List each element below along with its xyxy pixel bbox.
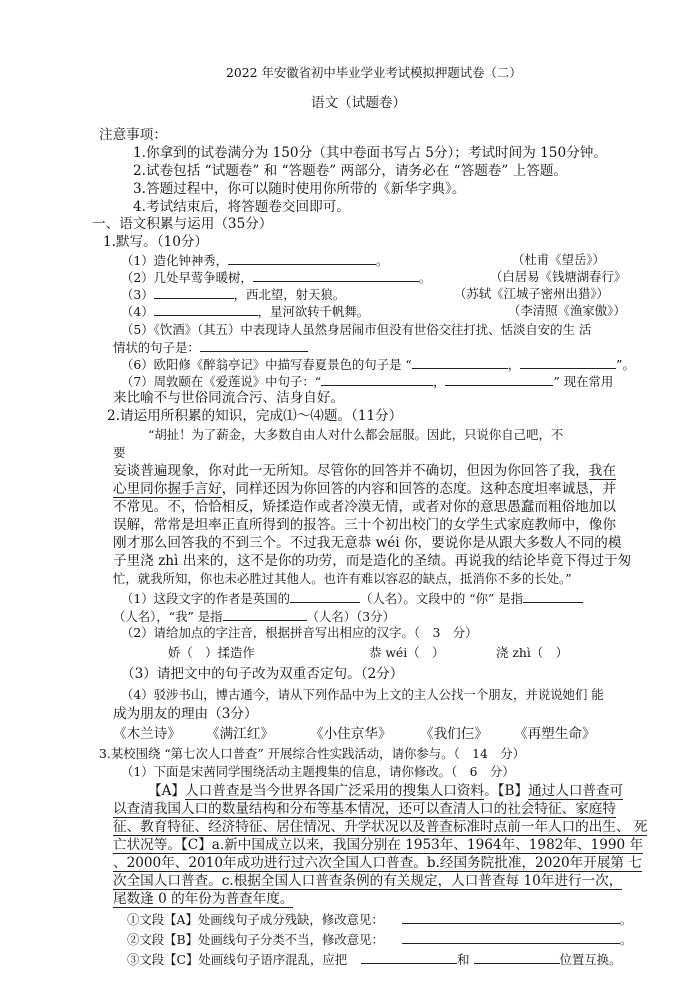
- revision-line-3: [127, 950, 621, 968]
- passage-line: “胡扯！为了薪金，大多数自由人对什么都会屈服。因此，只说你自己吧，不: [148, 427, 564, 442]
- source-label: （杜甫《望岳》）: [512, 252, 605, 267]
- underlined-sentence: 次全国人口普查。c.根据全国人口普查条例的有关规定，人口普查每 10年进行一次，: [113, 873, 623, 889]
- underlined-sentence: 。【C】a.新中国成立以来，我国分别在 1953年、1964年、1982年、1990 年: [167, 837, 644, 853]
- info-text: 。【B】: [484, 783, 529, 799]
- recite-line-2: [121, 268, 431, 286]
- subquestion-1: [121, 589, 583, 607]
- recite-prompt: （4）: [121, 304, 154, 319]
- underlined-sentence: 征、教育特征、经济特征、居住情况、升学状况以及普查标准时点前一年人口的出生、 死: [113, 819, 648, 835]
- recite-punct: ，: [507, 357, 521, 372]
- recite-punct: ，西北望，射天狼。: [233, 287, 346, 302]
- recite-punct: 。: [418, 270, 432, 285]
- answer-blank[interactable]: [361, 950, 457, 964]
- revision-prompt: 和: [457, 952, 470, 967]
- recite-prompt: （3）: [121, 287, 154, 302]
- answer-blank[interactable]: [154, 285, 234, 299]
- info-line: [148, 782, 623, 800]
- passage-line: 要: [113, 445, 126, 460]
- pinyin-item: 娇（ ）揉造作: [168, 645, 255, 660]
- answer-blank[interactable]: [474, 950, 560, 964]
- passage-line: 子里浇 zhì 出来的，这不是你的功劳，而是造化的圣绩。再说我的结论毕竟下得过于匆: [113, 553, 632, 569]
- question-title: 3.某校围绕 “第七次人口普查” 开展综合性实践活动，请你参与。（ 14 分）: [99, 746, 526, 761]
- subquestion-4b: 成为朋友的理由（3分）: [113, 706, 258, 722]
- recite-line-6: [121, 355, 635, 373]
- answer-blank[interactable]: [154, 302, 258, 316]
- passage-line: 不常见。不，恰恰相反，矫揉造作或者冷漠无情，或者对你的意思愚蠢而粗俗地加以: [113, 499, 616, 515]
- info-text: 【A】: [148, 783, 186, 799]
- subquestion-3: （3）请把文中的句子改为双重否定句。（2分）: [121, 666, 404, 682]
- info-line: [113, 872, 622, 890]
- recite-line-7b: 来比喻不与世俗同流合污、洁身自好。: [113, 390, 345, 406]
- answer-blank[interactable]: [520, 355, 616, 369]
- book-option: 《小住京华》: [310, 726, 392, 742]
- recite-punct: ”。: [616, 357, 635, 372]
- pinyin-item: 恭 wéi（ ）: [369, 645, 445, 660]
- recite-line-3: [121, 285, 345, 303]
- book-option: 《我们仨》: [420, 726, 488, 742]
- underlined-sentence: 人口普查是当今世界各国广泛采用的搜集人口资料: [185, 783, 485, 799]
- info-line: [113, 854, 642, 872]
- revision-prompt: ②文段【B】处画线句子分类不当，修改意见：: [127, 932, 384, 947]
- underlined-sentence: 通过人口普查可: [528, 783, 624, 799]
- recite-line-5b: [113, 338, 308, 356]
- source-label: （李清照《渔家傲》）: [508, 303, 626, 318]
- answer-blank[interactable]: [228, 251, 376, 265]
- revision-prompt: ③文段【C】处画线句子语序混乱，应把: [127, 952, 348, 967]
- notice-item: 2.试卷包括 “试题卷” 和 “答题卷” 两部分，请务必在 “答题卷” 上答题。: [133, 163, 568, 179]
- book-option: 《木兰诗》: [113, 726, 181, 742]
- section-heading: 一、语文积累与运用（35分）: [92, 216, 273, 232]
- info-line: [113, 836, 643, 854]
- recite-prompt: （6）欧阳修《醉翁亭记》中描写春夏景色的句子是 “: [121, 357, 412, 372]
- subquestion-text: （人名），“我” 是指: [113, 609, 223, 624]
- answer-blank[interactable]: [402, 910, 620, 924]
- revision-prompt: ①文段【A】处画线句子成分残缺，修改意见：: [127, 912, 384, 927]
- exam-subtitle: 语文（试题卷）: [311, 95, 407, 111]
- answer-blank[interactable]: [523, 589, 583, 603]
- recite-punct: 。: [376, 253, 389, 268]
- recite-prompt: （1）造化钟神秀，: [121, 253, 229, 268]
- question-title: 2.请运用所积累的知识，完成⑴～⑷题。（11分）: [107, 408, 403, 424]
- notice-item: 1.你拿到的试卷满分为 150分（其中卷面书写占 5分）；考试时间为 150分钟。: [133, 145, 607, 161]
- recite-prompt: 情状的句子是：: [113, 340, 200, 355]
- passage-line: 误解，常常是坦率正直所得到的报答。三十个初出校门的女学生式家庭教师中，像你: [113, 517, 616, 533]
- notice-item: 4.考试结束后，将答题卷交回即可。: [133, 199, 350, 215]
- answer-blank[interactable]: [253, 268, 419, 282]
- info-line: [113, 890, 293, 908]
- underlined-sentence: 、2000年、2010年成功进行过六次全国人口普查。b.经国务院批准，2020年开展第 七: [113, 855, 642, 871]
- book-option: 《满江红》: [206, 726, 274, 742]
- recite-line-4: [121, 302, 369, 320]
- passage-line: [113, 462, 616, 480]
- recite-line-1: [121, 251, 388, 269]
- recite-punct: ，星河欲转千帆舞。: [257, 304, 370, 319]
- book-option: 《再塑生命》: [514, 726, 596, 742]
- answer-blank[interactable]: [445, 372, 553, 386]
- answer-blank[interactable]: [412, 355, 508, 369]
- answer-blank[interactable]: [290, 589, 360, 603]
- answer-blank[interactable]: [321, 372, 433, 386]
- subquestion-2: （2）请给加点的字注音，根据拼音写出相应的汉字。（ 3 分）: [121, 625, 478, 640]
- question-title: 1.默写。（10分）: [103, 234, 209, 250]
- recite-line-5: （5）《饮酒》（其五）中表现诗人虽然身居闹市但没有世俗交往打扰、恬淡自安的生 活: [121, 322, 592, 337]
- passage-line: 刚才那么回答我的不到三个。不过我无意恭 wéi 你，要说你是从跟大多数人不同的模: [113, 535, 622, 551]
- subquestion-1: （1）下面是宋茜同学围绕活动主题搜集的信息，请你修改。（ 6 分）: [121, 764, 515, 779]
- recite-line-7: [121, 372, 613, 390]
- underlined-sentence: 亡状况等: [113, 837, 168, 853]
- passage-text: 妄谈普遍现象，你对此一无所知。尽管你的回答并不确切，但因为你回答了我，: [113, 463, 589, 479]
- subquestion-text: （人名）。文段中的 “你” 是指: [359, 591, 524, 606]
- subquestion-text: （人名）（3分）: [306, 609, 395, 624]
- source-label: （苏轼《江城子密州出猎》）: [454, 286, 609, 301]
- recite-prompt: （7）周敦颐在《爱莲说》中句子：“: [121, 374, 322, 389]
- answer-blank[interactable]: [223, 607, 307, 621]
- recite-punct: ，: [433, 374, 446, 389]
- answer-blank[interactable]: [200, 338, 308, 352]
- pinyin-item: 浇 zhì（ ）: [496, 645, 568, 660]
- revision-prompt: 位置互换。: [559, 952, 622, 967]
- passage-line: 忙，就我所知，你也未必胜过其他人。也许有难以容忍的缺点，抵消你不多的长处。”: [113, 571, 572, 586]
- recite-prompt: （2）几处早莺争暖树，: [121, 270, 253, 285]
- underlined-sentence: 尾数逢 0 的年份为普查年度。: [113, 891, 294, 907]
- subquestion-1b: [113, 607, 395, 625]
- revision-line-1: ①文段【A】处画线句子成分残缺，修改意见： 。: [127, 912, 633, 927]
- answer-blank[interactable]: [402, 930, 620, 944]
- exam-title: 2022 年安徽省初中毕业学业考试模拟押题试卷（二）: [226, 65, 522, 80]
- notice-item: 3.答题过程中，你可以随时使用你所带的《新华字典》。: [133, 181, 466, 197]
- info-line: [113, 818, 647, 836]
- notice-heading: 注意事项：: [99, 127, 167, 143]
- subquestion-4: （4）驳涉书山，博古通今，请从下列作品中为上文的主人公找一个朋友，并说说她们 能: [121, 687, 604, 702]
- underlined-sentence: 心里同你握手言好: [113, 481, 222, 497]
- source-label: （白居易《钱塘湖春行》: [490, 269, 627, 284]
- subquestion-text: （1）这段文字的作者是英国的: [121, 591, 290, 606]
- underlined-sentence: 以查清我国人口的数量结构和分布等基本情况，还可以查清人口的社会特征、家庭特: [113, 801, 616, 817]
- passage-line: [113, 480, 616, 498]
- underlined-sentence: 我在: [588, 463, 616, 479]
- passage-text: ，同样还因为你回答的内容和回答的态度。这种态度坦率诚恳，并: [221, 481, 616, 497]
- info-line: [113, 800, 616, 818]
- recite-punct: ” 现在常用: [553, 374, 614, 389]
- revision-line-2: ②文段【B】处画线句子分类不当，修改意见： 。: [127, 932, 633, 947]
